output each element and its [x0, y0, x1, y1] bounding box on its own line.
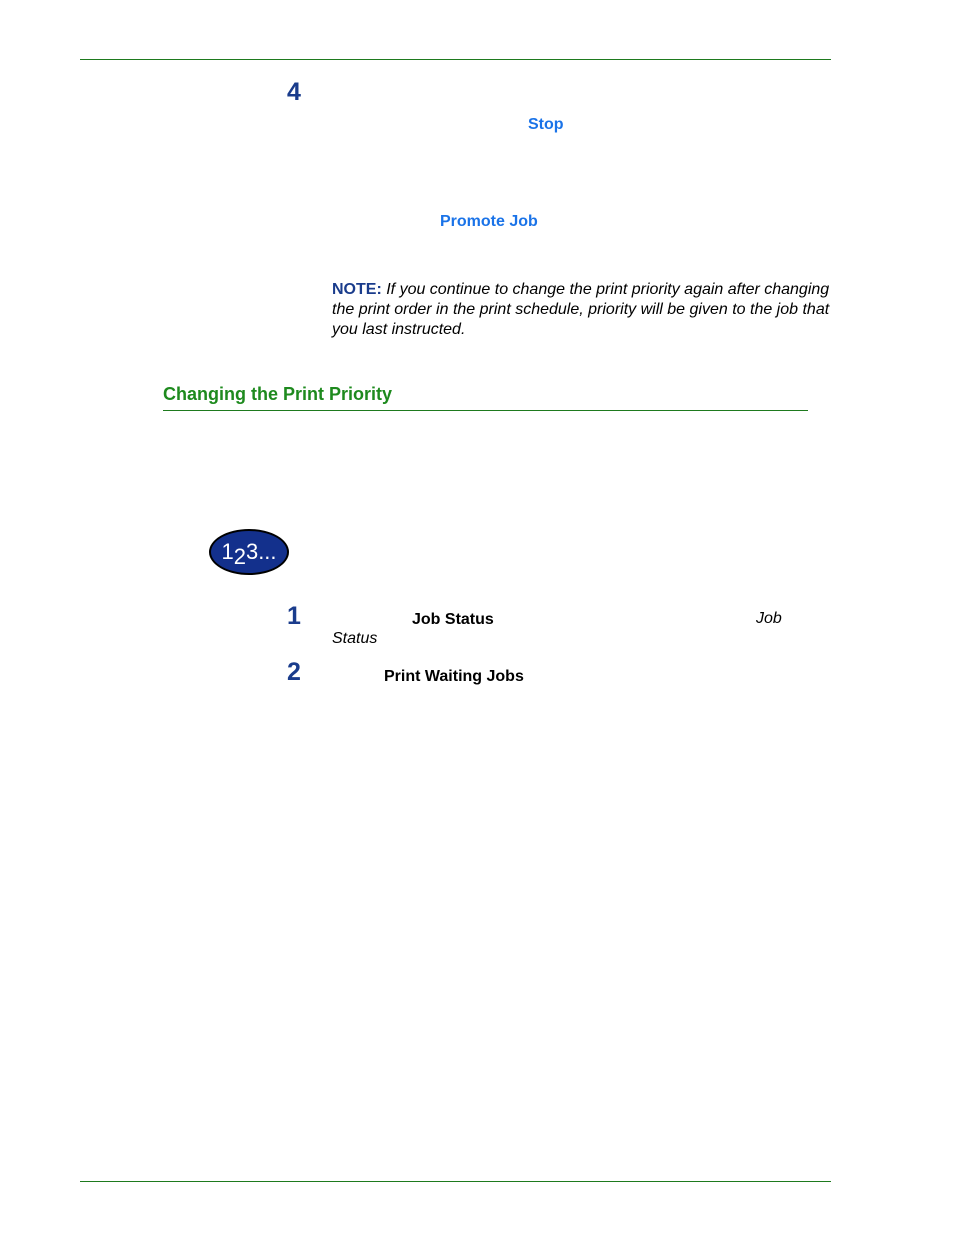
promote-job-button-label: Promote Job	[440, 213, 538, 230]
job-status-button-label: Job Status	[412, 611, 494, 628]
header-rule	[80, 59, 831, 60]
steps-badge-icon	[209, 529, 289, 575]
note-text: If you continue to change the print priority again after changing the print order in the print schedule, priority will be given to the job that you last instructed.	[332, 281, 830, 338]
stop-button-label: Stop	[528, 116, 564, 133]
badge-digit-2: 2	[233, 544, 246, 569]
section-rule	[163, 410, 808, 411]
note-block	[332, 280, 832, 340]
step-number-2: 2	[287, 658, 301, 686]
step-number-4: 4	[287, 78, 301, 106]
section-title: Changing the Print Priority	[163, 384, 393, 404]
print-waiting-jobs-label: Print Waiting Jobs	[384, 668, 524, 685]
job-status-screen-word2: Status	[332, 630, 378, 647]
badge-digit-1: 1	[221, 539, 234, 564]
note-label: NOTE:	[332, 281, 382, 298]
footer-rule	[80, 1181, 831, 1182]
step-number-1: 1	[287, 602, 301, 630]
job-status-screen-word1: Job	[756, 610, 782, 627]
badge-digit-rest: 3...	[245, 539, 277, 564]
